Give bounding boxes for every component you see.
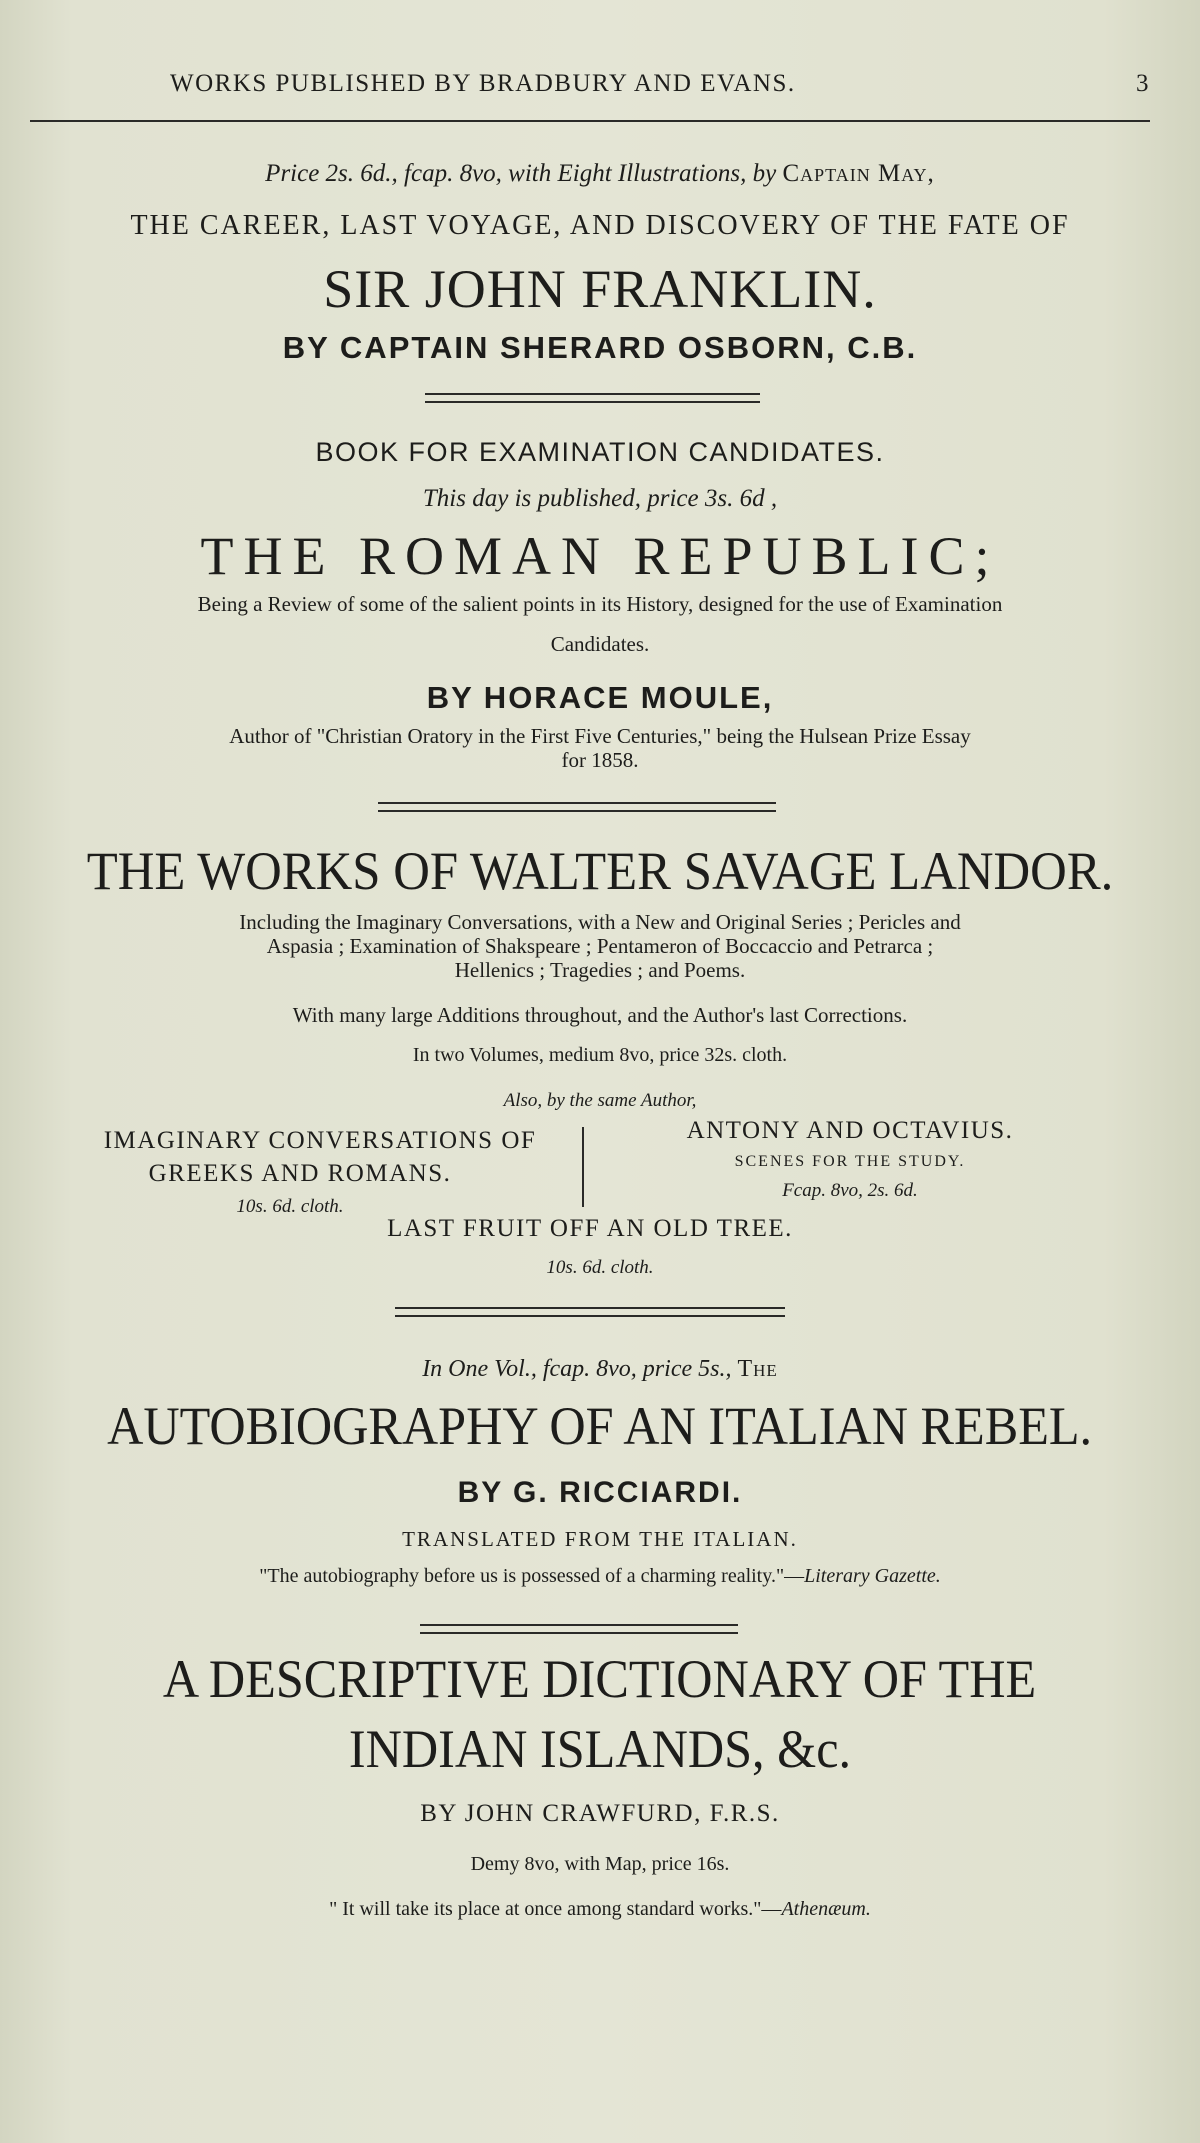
landor-includes-line2: Aspasia ; Examination of Shakspeare ; Pentameron of Boccaccio and Petrarca ; [266,934,934,958]
franklin-title: SIR JOHN FRANKLIN. [323,259,877,319]
landor-title: THE WORKS OF WALTER SAVAGE LANDOR. [86,841,1114,901]
franklin-subtitle: THE CAREER, LAST VOYAGE, AND DISCOVERY OF THE FATE OF [130,210,1070,241]
crawfurd-author: BY JOHN CRAWFURD, F.R.S. [420,1800,780,1827]
landor-left-price: 10s. 6d. cloth. [236,1196,344,1217]
crawfurd-title-line1: A DESCRIPTIVE DICTIONARY OF THE [163,1649,1037,1709]
roman-published: This day is published, price 3s. 6d , [422,485,778,512]
landor-also: Also, by the same Author, [503,1090,697,1111]
franklin-price-line: Price 2s. 6d., fcap. 8vo, with Eight Illustrations, by Captain May, [265,160,935,187]
ricciardi-translated: TRANSLATED FROM THE ITALIAN. [402,1527,798,1551]
landor-additions: With many large Additions throughout, and the Author's last Corrections. [292,1003,908,1027]
landor-right-price: Fcap. 8vo, 2s. 6d. [782,1180,918,1201]
section-rule [425,393,760,403]
running-head [30,70,1150,122]
section-rule [378,802,776,812]
roman-label: BOOK FOR EXAMINATION CANDIDATES. [315,437,885,467]
landor-right-subtitle: SCENES FOR THE STUDY. [734,1153,966,1170]
landor-bottom-price: 10s. 6d. cloth. [546,1257,654,1278]
section-rule [420,1624,738,1634]
landor-left-title-line2: GREEKS AND ROMANS. [148,1160,452,1187]
landor-right-title: ANTONY AND OCTAVIUS. [686,1117,1014,1144]
franklin-illustrator: Captain May, [782,160,935,187]
landor-format: In two Volumes, medium 8vo, price 32s. cloth. [412,1044,788,1066]
ricciardi-review: "The autobiography before us is possessed of a charming reality."—Literary Gazette. [259,1565,941,1587]
roman-author: BY HORACE MOULE, [426,680,774,715]
running-title: WORKS PUBLISHED BY BRADBURY AND EVANS. [170,70,796,97]
page-number: 3 [1136,70,1150,97]
section-rule [395,1307,785,1317]
crawfurd-review-source: Athenæum. [781,1898,871,1920]
crawfurd-title-line2: INDIAN ISLANDS, &c. [348,1719,852,1779]
ricciardi-review-source: Literary Gazette. [804,1565,941,1587]
landor-includes-line3: Hellenics ; Tragedies ; and Poems. [454,958,746,982]
roman-description-line1: Being a Review of some of the salient points in its History, designed for the use of Examination [197,592,1003,616]
roman-author-note-line1: Author of "Christian Oratory in the First Five Centuries," being the Hulsean Prize Essay [229,724,971,748]
landor-bottom-title: LAST FRUIT OFF AN OLD TREE. [387,1215,793,1242]
roman-description-line2: Candidates. [550,632,650,656]
landor-left-title-line1: IMAGINARY CONVERSATIONS OF [103,1127,537,1154]
column-divider [582,1127,584,1207]
roman-title: THE ROMAN REPUBLIC; [200,526,1000,586]
ricciardi-format: In One Vol., fcap. 8vo, price 5s., The [422,1356,778,1382]
crawfurd-format: Demy 8vo, with Map, price 16s. [470,1853,730,1875]
landor-includes-line1: Including the Imaginary Conversations, with a New and Original Series ; Pericles and [239,910,961,934]
franklin-author: BY CAPTAIN SHERARD OSBORN, C.B. [282,330,918,365]
roman-author-note-line2: for 1858. [561,748,639,772]
ricciardi-title: AUTOBIOGRAPHY OF AN ITALIAN REBEL. [107,1396,1093,1456]
ricciardi-author: BY G. RICCIARDI. [457,1476,743,1509]
crawfurd-review: " It will take its place at once among standard works."—Athenæum. [329,1898,871,1920]
